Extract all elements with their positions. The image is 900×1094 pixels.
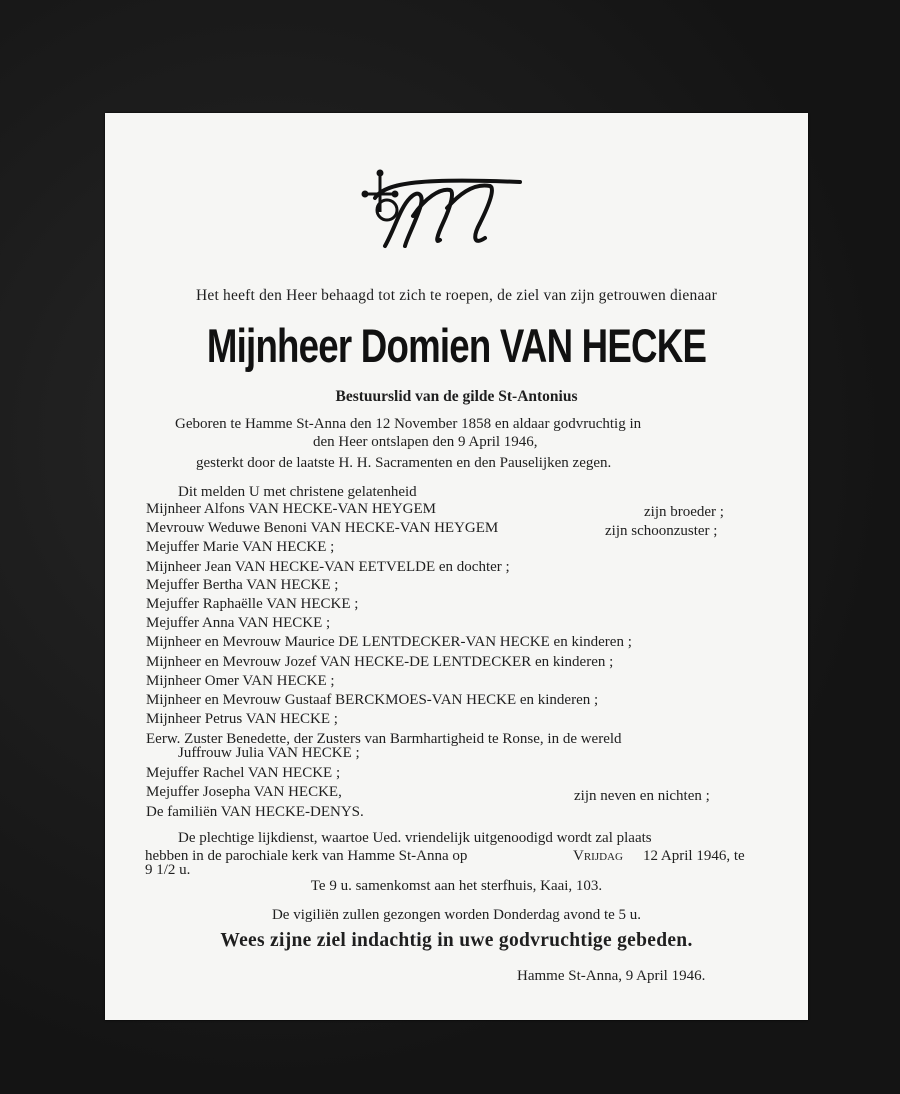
birth-line-1: Geboren te Hamme St-Anna den 12 November 1858 en aldaar godvruchtig in xyxy=(175,416,642,432)
deceased-name: Mijnheer Domien VAN HECKE xyxy=(206,319,707,372)
relative-name: Mijnheer Alfons VAN HECKE-VAN HEYGEM xyxy=(146,501,436,517)
service-day: Vrijdag xyxy=(573,848,623,864)
service-line-1: De plechtige lijkdienst, waartoe Ued. vriendelijk uitgenoodigd wordt zal plaats xyxy=(178,830,652,846)
gathering-text: Te 9 u. samenkomst aan het sterfhuis, Kaai, 103. xyxy=(310,878,603,894)
relative-name: Juffrouw Julia VAN HECKE ; xyxy=(178,745,360,761)
relative-name: Mejuffer Rachel VAN HECKE ; xyxy=(146,765,341,781)
relative-relation: zijn broeder ; xyxy=(644,504,724,520)
relative-relation: zijn neven en nichten ; xyxy=(574,788,710,804)
place-date: Hamme St-Anna, 9 April 1946. xyxy=(517,968,706,984)
cross-monogram-emblem xyxy=(355,168,530,253)
relative-name: Mijnheer Omer VAN HECKE ; xyxy=(146,673,335,689)
relative-name: Mevrouw Weduwe Benoni VAN HECKE-VAN HEYGEM xyxy=(146,520,499,536)
relative-name: Eerw. Zuster Benedette, der Zusters van Barmhartigheid te Ronse, in de wereld xyxy=(146,731,622,747)
intro-text: Het heeft den Heer behaagd tot zich te roepen, de ziel van zijn getrouwen dienaar xyxy=(195,287,717,304)
relative-relation: zijn schoonzuster ; xyxy=(605,523,718,539)
announce-text: Dit melden U met christene gelatenheid xyxy=(178,484,417,500)
relative-name: Mejuffer Marie VAN HECKE ; xyxy=(146,539,335,555)
service-time: 9 1/2 u. xyxy=(145,862,191,878)
birth-line-2: den Heer ontslapen den 9 April 1946, xyxy=(313,434,538,450)
relative-name: Mejuffer Josepha VAN HECKE, xyxy=(146,784,342,800)
birth-line-3: gesterkt door de laatste H. H. Sacramenten en den Pauselijken zegen. xyxy=(196,455,612,471)
relative-name: Mijnheer en Mevrouw Gustaaf BERCKMOES-VAN HECKE en kinderen ; xyxy=(146,692,599,708)
relative-name: De familiën VAN HECKE-DENYS. xyxy=(146,804,364,820)
service-date: 12 April 1946, te xyxy=(643,848,745,864)
relative-name: Mijnheer Petrus VAN HECKE ; xyxy=(146,711,338,727)
relative-name: Mejuffer Raphaëlle VAN HECKE ; xyxy=(146,596,359,612)
relative-name: Mijnheer en Mevrouw Maurice DE LENTDECKER-VAN HECKE en kinderen ; xyxy=(146,634,632,650)
vigil-text: De vigiliën zullen gezongen worden Donderdag avond te 5 u. xyxy=(271,907,642,923)
relative-name: Mijnheer Jean VAN HECKE-VAN EETVELDE en dochter ; xyxy=(146,559,510,575)
deceased-title: Bestuurslid van de gilde St-Antonius xyxy=(335,388,578,405)
relative-name: Mijnheer en Mevrouw Jozef VAN HECKE-DE LENTDECKER en kinderen ; xyxy=(146,654,614,670)
prayer-text: Wees zijne ziel indachtig in uwe godvruchtige gebeden. xyxy=(220,930,693,951)
service-line-2: hebben in de parochiale kerk van Hamme St-Anna op xyxy=(145,848,468,864)
relative-name: Mejuffer Anna VAN HECKE ; xyxy=(146,615,331,631)
relative-name: Mejuffer Bertha VAN HECKE ; xyxy=(146,577,339,593)
